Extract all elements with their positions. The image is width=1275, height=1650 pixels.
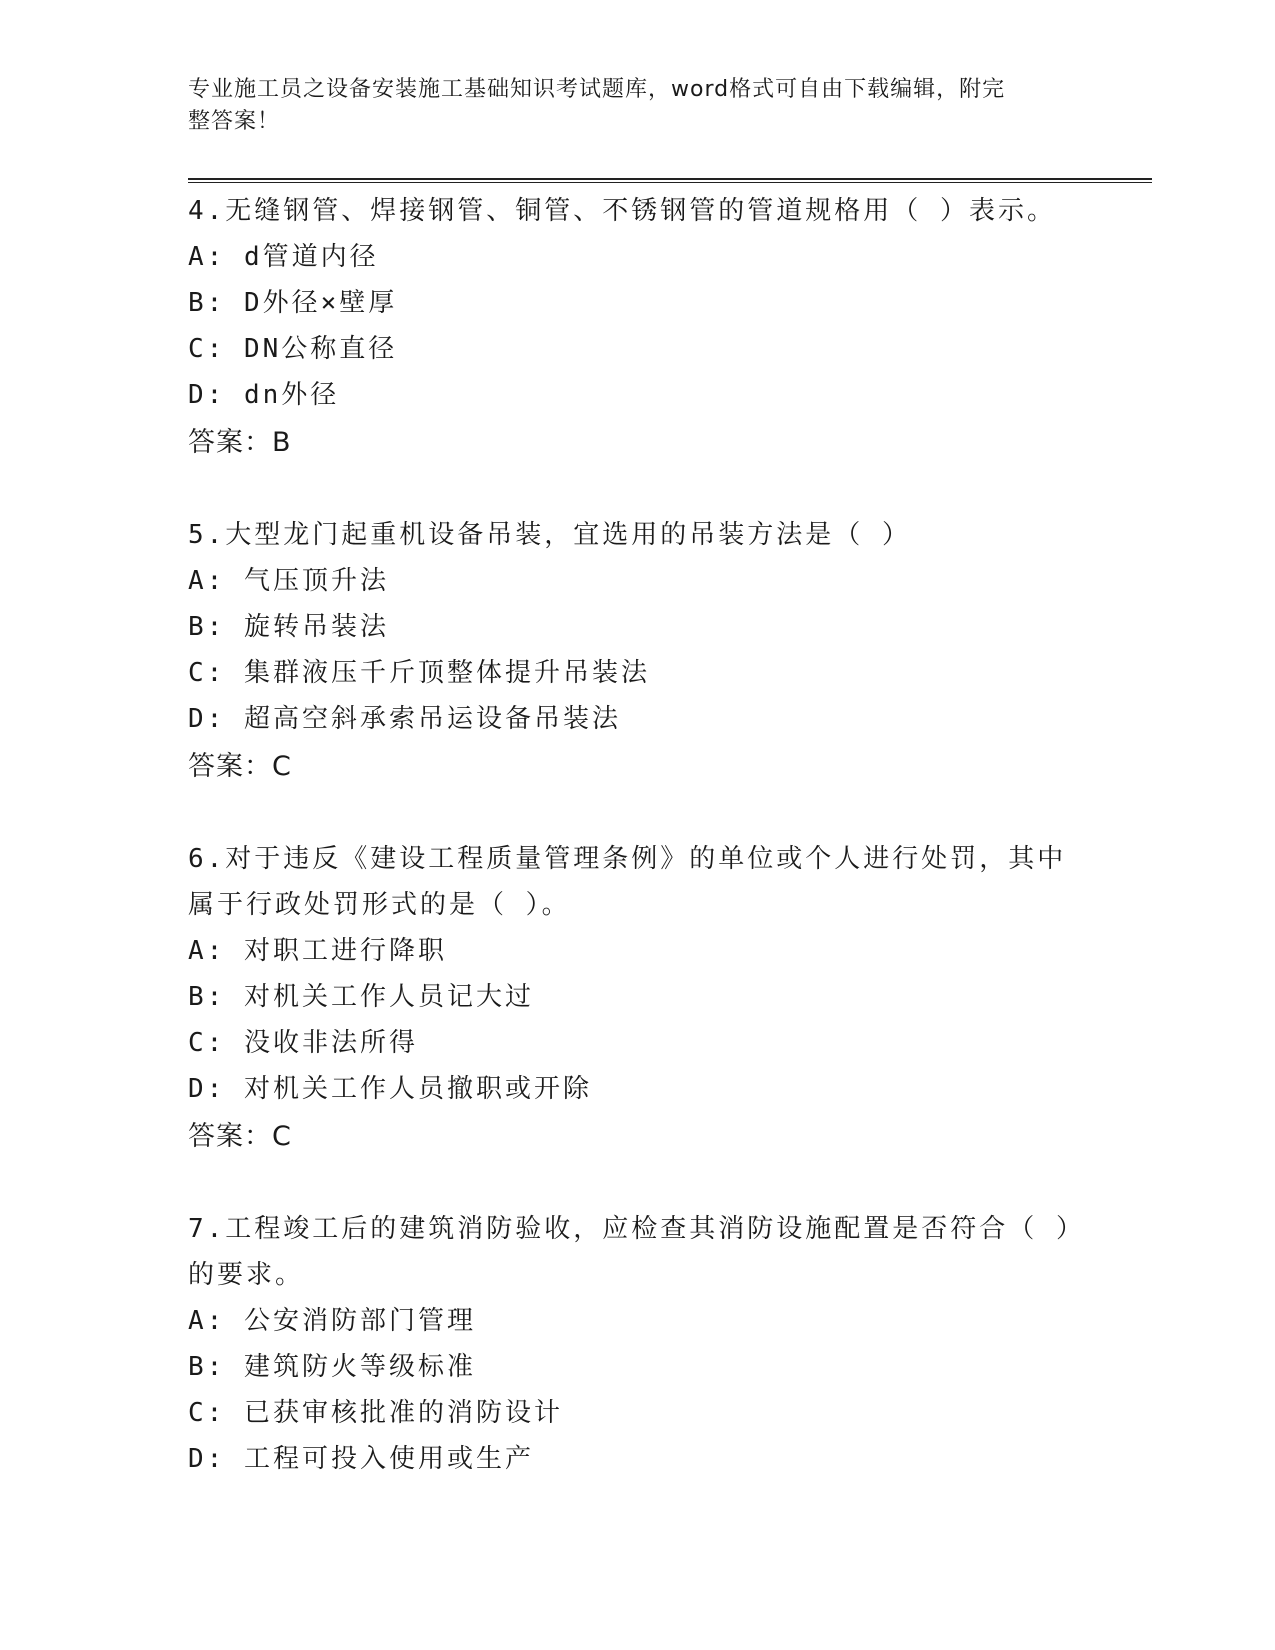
- question-stem: 6.对于违反《建设工程质量管理条例》的单位或个人进行处罚，其中: [188, 844, 1067, 874]
- option-d: D: dn外径: [188, 380, 340, 410]
- spacer: [188, 790, 1088, 836]
- option-a: A: 公安消防部门管理: [188, 1306, 476, 1336]
- question-6: [188, 836, 1088, 1160]
- spacer: [188, 1160, 1088, 1206]
- spacer: [188, 466, 1088, 512]
- option-c: C: 已获审核批准的消防设计: [188, 1398, 563, 1428]
- question-7: [188, 1206, 1088, 1482]
- option-b: B: 建筑防火等级标准: [188, 1352, 476, 1382]
- option-a: A: d管道内径: [188, 242, 379, 272]
- option-d: D: 对机关工作人员撤职或开除: [188, 1074, 592, 1104]
- document-header: [188, 74, 1068, 138]
- header-line-2: 整答案！: [188, 109, 281, 134]
- option-c: C: 集群液压千斤顶整体提升吊装法: [188, 658, 650, 688]
- option-a: A: 对职工进行降职: [188, 936, 447, 966]
- option-d: D: 工程可投入使用或生产: [188, 1444, 534, 1474]
- question-stem-continued: 属于行政处罚形式的是（ ）。: [188, 890, 571, 920]
- option-d: D: 超高空斜承索吊运设备吊装法: [188, 704, 621, 734]
- question-list: [188, 188, 1088, 1482]
- option-a: A: 气压顶升法: [188, 566, 389, 596]
- question-4: [188, 188, 1088, 466]
- question-stem: 7.工程竣工后的建筑消防验收，应检查其消防设施配置是否符合（ ）: [188, 1214, 1085, 1244]
- option-b: B: 旋转吊装法: [188, 612, 389, 642]
- header-divider: [188, 178, 1152, 183]
- option-c: C: DN公称直径: [188, 334, 398, 364]
- question-stem-continued: 的要求。: [188, 1260, 305, 1290]
- option-b: B: D外径×壁厚: [188, 288, 398, 318]
- question-5: [188, 512, 1088, 790]
- option-b: B: 对机关工作人员记大过: [188, 982, 534, 1012]
- option-c: C: 没收非法所得: [188, 1028, 418, 1058]
- question-stem: 5.大型龙门起重机设备吊装，宜选用的吊装方法是（ ）: [188, 520, 911, 550]
- answer: 答案：C: [188, 751, 292, 782]
- question-stem: 4.无缝钢管、焊接钢管、铜管、不锈钢管的管道规格用（ ）表示。: [188, 196, 1056, 226]
- header-line-1: 专业施工员之设备安装施工基础知识考试题库，word格式可自由下载编辑，附完: [188, 77, 1006, 102]
- answer: 答案：B: [188, 427, 292, 458]
- answer: 答案：C: [188, 1121, 292, 1152]
